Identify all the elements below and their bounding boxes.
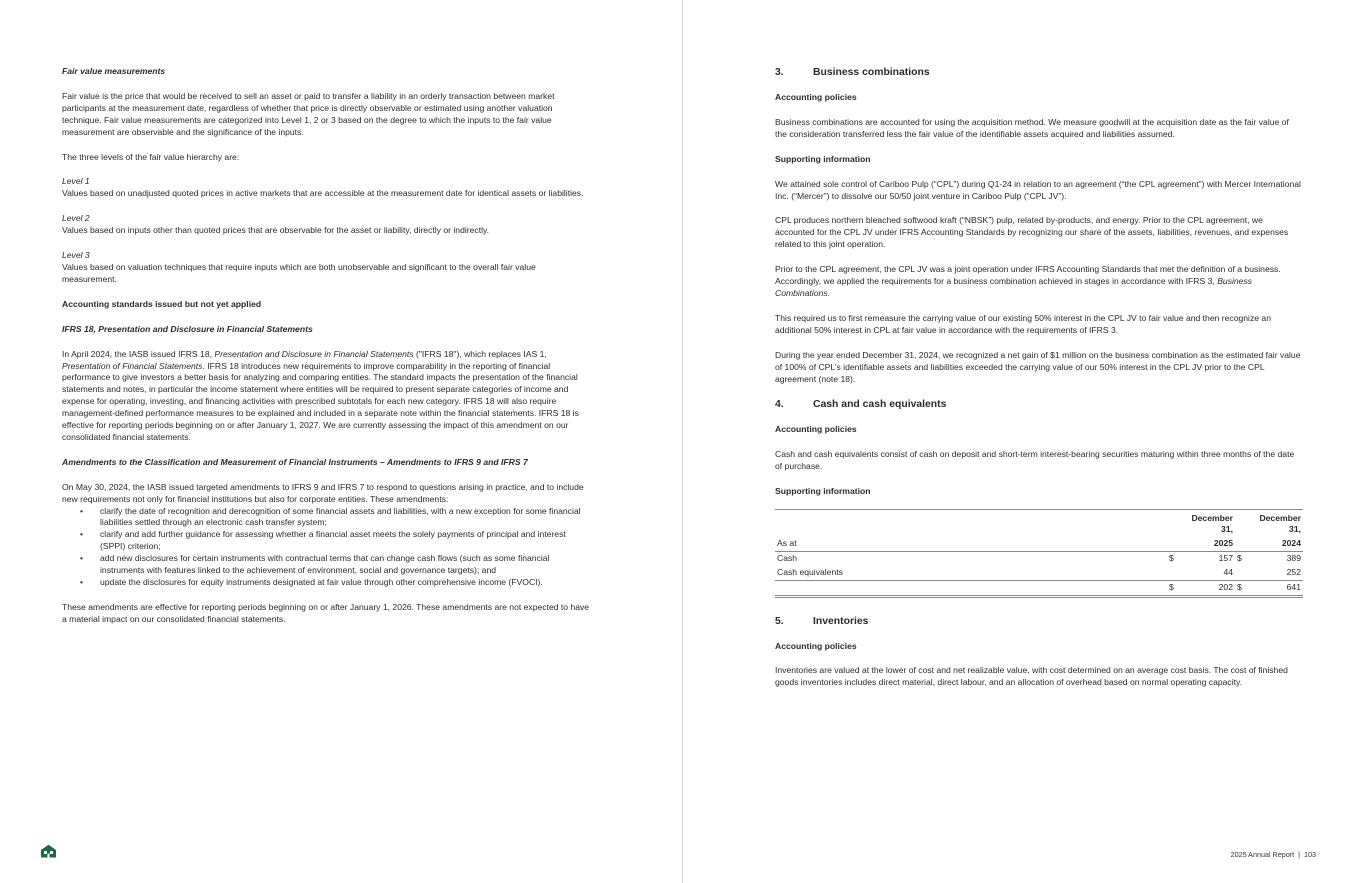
s4-support-heading: Supporting information [775, 486, 871, 497]
page-footer [1231, 850, 1316, 859]
amendments-intro: On May 30, 2024, the IASB issued targeted amendments to IFRS 9 and IFRS 7 to respond to questions arising in practice, and to include new requirements not only for financial institutions but also for corporate entities. These amendments: [62, 481, 584, 504]
level-3-block [62, 250, 590, 286]
ifrs18-text-a: In April 2024, the IASB issued IFRS 18, [62, 348, 215, 359]
section-title: Inventories [813, 615, 869, 627]
s3-para-4: This required us to first remeasure the carrying value of our existing 50% interest in the CPL JV to fair value and then recognize an additional 50% interest in CPL at fair value in accordance with the requirements of IFRS 3. [775, 312, 1271, 335]
amendments-closing: These amendments are effective for reporting periods beginning on or after January 1, 2026. These amendments are not expected to have a material impact on our consolidated financial statements. [62, 601, 590, 624]
amendments-heading: Amendments to the Classification and Measurement of Financial Instruments – Amendments to IFRS 9 and IFRS 7 [62, 456, 528, 467]
s3-para-3-a: Prior to the CPL agreement, the CPL JV was a joint operation under IFRS Accounting Standards that met the definition of a business. Accordingly, we applied the requirements for a business combination achieved in stages in accordance with IFRS 3, [775, 264, 1281, 287]
fair-value-heading: Fair value measurements [62, 66, 166, 76]
home-icon [40, 844, 57, 858]
total-currency: $ [1235, 580, 1253, 596]
ifrs18-text-e: . IFRS 18 introduces new requirements to improve comparability in the reporting of financial performance to give investors a better basis for analyzing and comparing entities. The standard impacts the presentation of the financial statements and notes, in particular the income statement where entities will be required to present separate categories of income and expense for operating, investing, and financing activities with prescribed subtotals for each new category. IFRS 18 will also require management-defined performance measures to be explained and included in a separate note within the financial statements. IFRS 18 is effective for reporting periods beginning on or after January 1, 2027. We are currently assessing the impact of this amendment on our consolidated financial statements. [62, 360, 579, 442]
table-header-row [775, 510, 1303, 537]
row-currency [1235, 566, 1253, 581]
row-value-2025: 44 [1223, 567, 1233, 578]
hierarchy-intro: The three levels of the fair value hierarchy are: [62, 151, 240, 162]
row-value-2024: 252 [1286, 567, 1301, 578]
amendments-list [62, 506, 590, 589]
col1-header-top: December 31, [1185, 510, 1235, 537]
list-item: • update the disclosures for equity instruments designated at fair value through other comprehensive income (FVOCI). [100, 577, 590, 589]
s3-para-1: We attained sole control of Cariboo Pulp (“CPL”) during Q1-24 in relation to an agreement (“the CPL agreement”) with Mercer International Inc. (“Mercer”) to dissolve our 50/50 joint venture in Cariboo Pulp (“CPL JV”). [775, 178, 1301, 201]
s3-support-heading: Supporting information [775, 153, 871, 164]
s4-policies-text: Cash and cash equivalents consist of cash on deposit and short-term interest-bearing securities maturing within three months of the date of purchase. [775, 449, 1295, 472]
right-page [683, 0, 1365, 883]
s5-policies-heading: Accounting policies [775, 640, 857, 651]
row-value-2025: 157 [1218, 553, 1233, 564]
header-spacer [1235, 510, 1253, 537]
section-title: Cash and cash equivalents [813, 399, 947, 411]
s3-para-5: During the year ended December 31, 2024, we recognized a net gain of $1 million on the business combination as the estimated fair value of 100% of CPL’s identifiable assets and liabilities exceeded the carrying value of our 50% interest in the CPL JV prior to the CPL agreement (note 18). [775, 349, 1301, 384]
as-at-label: As at [775, 537, 1167, 552]
level-2-block [62, 213, 590, 237]
section-3-title [775, 66, 1303, 79]
header-spacer [1167, 510, 1185, 537]
list-item: • add new disclosures for certain instruments with contractual terms that can change cash flows (such as some financial instruments with features linked to the achievement of environment, social and governance targets); and [100, 553, 590, 577]
fair-value-paragraph: Fair value is the price that would be received to sell an asset or paid to transfer a liability in an orderly transaction between market participants at the measurement date, regardless of whether that price is directly observable or estimated using another valuation technique. Fair value measurements are categorized into Level 1, 2 or 3 based on the degree to which the inputs to the fair value measurement are observable and the significance of the inputs. [62, 90, 555, 137]
list-item: • clarify the date of recognition and derecognition of some financial assets and liabilities, with a new exception for some financial liabilities settled through an electronic cash transfer system; [100, 506, 590, 530]
row-currency [1167, 566, 1185, 581]
total-spacer [775, 580, 1167, 596]
ifrs18-heading: IFRS 18, Presentation and Disclosure in Financial Statements [62, 323, 313, 334]
table-row [775, 566, 1303, 581]
table-total-row [775, 580, 1303, 596]
section-5-title [775, 615, 1303, 628]
header-spacer [1235, 537, 1253, 552]
ifrs18-paragraph [62, 349, 590, 444]
s3-para-3 [775, 264, 1303, 300]
s3-para-3-b: Business Combinations [775, 276, 1253, 298]
s3-policies-text: Business combinations are accounted for using the acquisition method. We measure goodwill at the acquisition date as the fair value of the consideration transferred less the fair value of the identifiable assets acquired and liabilities assumed. [775, 116, 1289, 139]
right-column [775, 66, 1303, 702]
s4-policies-heading: Accounting policies [775, 424, 857, 435]
row-label: Cash [777, 553, 798, 564]
standards-heading: Accounting standards issued but not yet applied [62, 298, 262, 309]
level-2-text: Values based on inputs other than quoted prices that are observable for the asset or liability, directly or indirectly. [62, 225, 490, 236]
col2-header-top: December 31, [1253, 510, 1303, 537]
header-spacer [1167, 537, 1185, 552]
table-header-row [775, 537, 1303, 552]
ifrs18-text-b: Presentation and Disclosure in Financial Statements [214, 348, 414, 359]
header-spacer [775, 510, 1167, 537]
left-page [0, 0, 682, 883]
level-1-text: Values based on unadjusted quoted prices in active markets that are accessible at the measurement date for identical assets or liabilities. [62, 188, 584, 199]
footer-separator: | [1298, 850, 1300, 859]
col1-header-year: 2025 [1185, 537, 1235, 552]
left-column [62, 66, 590, 639]
level-3-text: Values based on valuation techniques that require inputs which are both unobservable and significant to the overall fair value measurement. [62, 261, 536, 284]
total-value-2024: 641 [1253, 580, 1303, 596]
section-4-title [775, 398, 1303, 411]
row-label: Cash equivalents [777, 567, 843, 578]
level-2-title: Level 2 [62, 213, 90, 224]
level-1-title: Level 1 [62, 176, 90, 187]
s5-policies-text: Inventories are valued at the lower of cost and net realizable value, with cost determined on an average cost basis. The cost of finished goods inventories includes direct material, direct labour, and an allocation of overhead based on normal operating capacity. [775, 665, 1288, 688]
ifrs18-text-c: ("IFRS 18"), which replaces IAS 1, [413, 348, 547, 359]
s3-policies-heading: Accounting policies [775, 92, 857, 102]
section-number: 5. [775, 615, 784, 627]
row-currency: $ [1169, 553, 1174, 564]
section-title: Business combinations [813, 67, 930, 78]
s3-para-2: CPL produces northern bleached softwood kraft (“NBSK”) pulp, related by-products, and energy. Prior to the CPL agreement, we accounted for the CPL JV under IFRS Accounting Standards by recognizing our share of the assets, liabilities, revenues, and expenses related to this joint operation. [775, 215, 1289, 250]
total-value-2025: 202 [1185, 580, 1235, 596]
list-item: • clarify and add further guidance for assessing whether a financial asset meets the solely payments of principal and interest (SPPI) criterion; [100, 529, 590, 553]
col2-header-year: 2024 [1253, 537, 1303, 552]
cash-table [775, 509, 1303, 598]
section-number: 4. [775, 399, 784, 411]
level-1-block [62, 176, 590, 200]
total-currency: $ [1167, 580, 1185, 596]
page-number: 103 [1304, 850, 1316, 859]
ifrs18-text-d: Presentation of Financial Statements [62, 360, 203, 371]
table-row [775, 551, 1303, 566]
s3-para-3-c: . [827, 287, 830, 298]
row-value-2024: 389 [1286, 553, 1301, 564]
report-title: 2025 Annual Report [1230, 850, 1295, 859]
section-number: 3. [775, 67, 784, 78]
level-3-title: Level 3 [62, 250, 90, 261]
row-currency: $ [1237, 553, 1242, 564]
